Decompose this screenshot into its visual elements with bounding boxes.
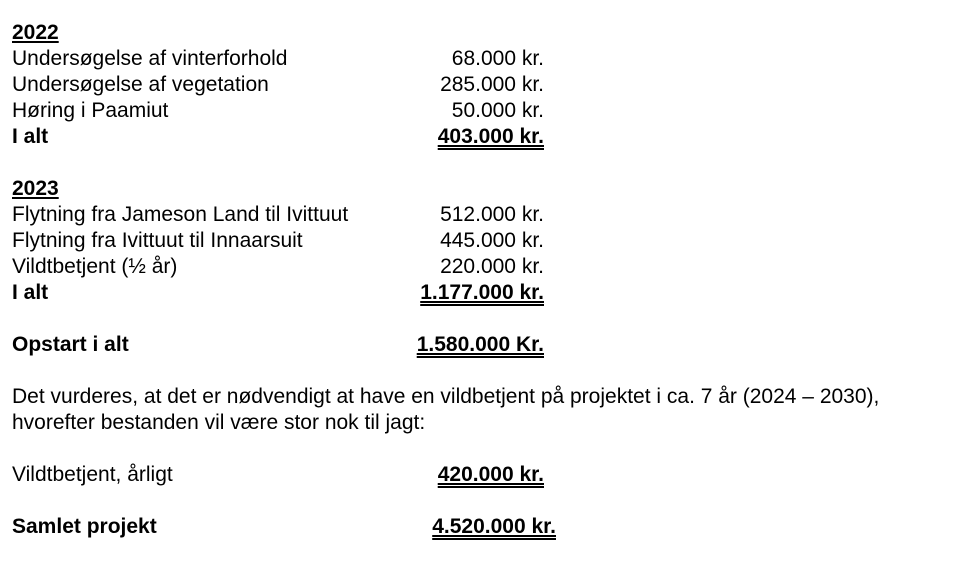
annual-cost-label: Vildtbetjent, årligt xyxy=(12,463,173,486)
spacer xyxy=(12,436,952,462)
section-total-amount: 1.177.000 kr. xyxy=(420,281,544,304)
budget-line xyxy=(12,202,952,228)
annual-cost-row xyxy=(12,462,952,488)
spacer xyxy=(12,358,952,384)
budget-line xyxy=(12,72,952,98)
budget-line-label: Flytning fra Ivittuut til Innaarsuit xyxy=(12,229,303,252)
budget-line xyxy=(12,254,952,280)
budget-line-label: Høring i Paamiut xyxy=(12,99,169,122)
section-year-heading: 2023 xyxy=(12,177,59,200)
budget-line-label: Undersøgelse af vinterforhold xyxy=(12,47,288,70)
budget-line xyxy=(12,228,952,254)
project-total-label: Samlet projekt xyxy=(12,515,157,538)
budget-line-amount: 220.000 kr. xyxy=(440,255,544,278)
assessment-paragraph xyxy=(12,384,952,436)
section-total-label: I alt xyxy=(12,125,49,148)
paragraph-line: Det vurderes, at det er nødvendigt at have en vildbetjent på projektet i ca. 7 år (2024 – 2030), xyxy=(12,385,880,408)
project-total-row xyxy=(12,514,952,540)
section-total-row xyxy=(12,280,952,306)
budget-line xyxy=(12,98,952,124)
budget-line-amount: 285.000 kr. xyxy=(440,73,544,96)
budget-line-amount: 68.000 kr. xyxy=(451,47,544,70)
section-total-amount: 403.000 kr. xyxy=(437,125,544,148)
budget-line-label: Vildtbetjent (½ år) xyxy=(12,255,178,278)
budget-line-label: Undersøgelse af vegetation xyxy=(12,73,269,96)
spacer xyxy=(12,306,952,332)
section-total-label: I alt xyxy=(12,281,49,304)
budget-document xyxy=(12,20,952,540)
budget-line xyxy=(12,46,952,72)
project-total-amount: 4.520.000 kr. xyxy=(432,515,556,538)
paragraph-line: hvorefter bestanden vil være stor nok til jagt: xyxy=(12,411,426,434)
startup-total-row xyxy=(12,332,952,358)
spacer xyxy=(12,488,952,514)
budget-line-amount: 512.000 kr. xyxy=(440,203,544,226)
startup-total-label: Opstart i alt xyxy=(12,333,129,356)
section-year-heading: 2022 xyxy=(12,21,59,44)
budget-line-label: Flytning fra Jameson Land til Ivittuut xyxy=(12,203,349,226)
section-2023-heading-row xyxy=(12,176,952,202)
annual-cost-amount: 420.000 kr. xyxy=(437,463,544,486)
spacer xyxy=(12,150,952,176)
budget-line-amount: 445.000 kr. xyxy=(440,229,544,252)
startup-total-amount: 1.580.000 Kr. xyxy=(416,333,544,356)
section-total-row xyxy=(12,124,952,150)
section-2022-heading-row xyxy=(12,20,952,46)
budget-line-amount: 50.000 kr. xyxy=(451,99,544,122)
